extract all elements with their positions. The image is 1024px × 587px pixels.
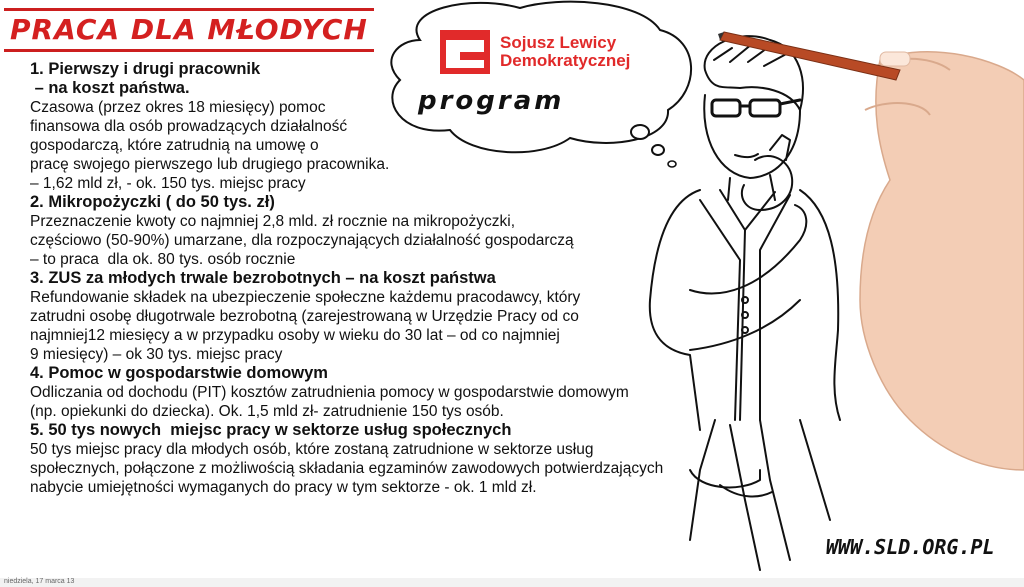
- body-line: Odliczania od dochodu (PIT) kosztów zatrudnienia pomocy w gospodarstwie domowym: [30, 384, 629, 401]
- website-url: WWW.SLD.ORG.PL: [826, 535, 995, 559]
- body-line: nabycie umiejętności wymaganych do pracy w tym sektorze - ok. 1 mld zł.: [30, 479, 537, 496]
- body-line: Przeznaczenie kwoty co najmniej 2,8 mld. zł rocznie na mikropożyczki,: [30, 213, 515, 230]
- section-heading: 5. 50 tys nowych miejsc pracy w sektorze usług społecznych: [30, 421, 512, 439]
- section-heading: 4. Pomoc w gospodarstwie domowym: [30, 364, 328, 382]
- logo-line-2: Demokratycznej: [500, 51, 631, 70]
- body-line: Czasowa (przez okres 18 miesięcy) pomoc: [30, 99, 326, 116]
- body-line: 50 tys miejsc pracy dla młodych osób, które zostaną zatrudnione w sektorze usług: [30, 441, 594, 458]
- hand-with-pencil: [718, 32, 1024, 470]
- section-heading: 3. ZUS za młodych trwale bezrobotnych – na koszt państwa: [30, 269, 496, 287]
- section-heading: 2. Mikropożyczki ( do 50 tys. zł): [30, 193, 275, 211]
- program-text: [30, 60, 750, 497]
- body-line: 9 miesięcy) – ok 30 tys. miejsc pracy: [30, 346, 283, 363]
- body-line: pracę swojego pierwszego lub drugiego pracownika.: [30, 156, 390, 173]
- logo-line-1: Sojusz Lewicy: [500, 33, 617, 52]
- body-line: – 1,62 mld zł, - ok. 150 tys. miejsc pracy: [30, 175, 306, 192]
- section-heading: 1. Pierwszy i drugi pracownik: [30, 60, 261, 78]
- program-label: program: [418, 86, 565, 116]
- footer-date: niedziela, 17 marca 13: [4, 578, 75, 585]
- body-line: – to praca dla ok. 80 tys. osób rocznie: [30, 251, 296, 268]
- body-line: społecznych, połączone z możliwością składania egzaminów zawodowych potwierdzających: [30, 460, 664, 477]
- body-line: zatrudni osobę długotrwale bezrobotną (zarejestrowaną w Urzędzie Pracy od co: [30, 308, 579, 325]
- body-line: częściowo (50-90%) umarzane, dla rozpoczynających działalność gospodarczą: [30, 232, 574, 249]
- body-line: gospodarczą, które zatrudnią na umowę o: [30, 137, 319, 154]
- body-line: (np. opiekunki do dziecka). Ok. 1,5 mld zł- zatrudnienie 150 tys osób.: [30, 403, 504, 420]
- body-line: najmniej12 miesięcy a w przypadku osoby w wieku do 30 lat – od co najmniej: [30, 327, 560, 344]
- title-banner: [4, 8, 374, 52]
- body-line: finansowa dla osób prowadzących działalność: [30, 118, 348, 135]
- body-line: Refundowanie składek na ubezpieczenie społeczne każdemu pracodawcy, który: [30, 289, 581, 306]
- section-heading: – na koszt państwa.: [30, 79, 190, 97]
- slide-title: PRACA DLA MŁODYCH: [10, 13, 368, 46]
